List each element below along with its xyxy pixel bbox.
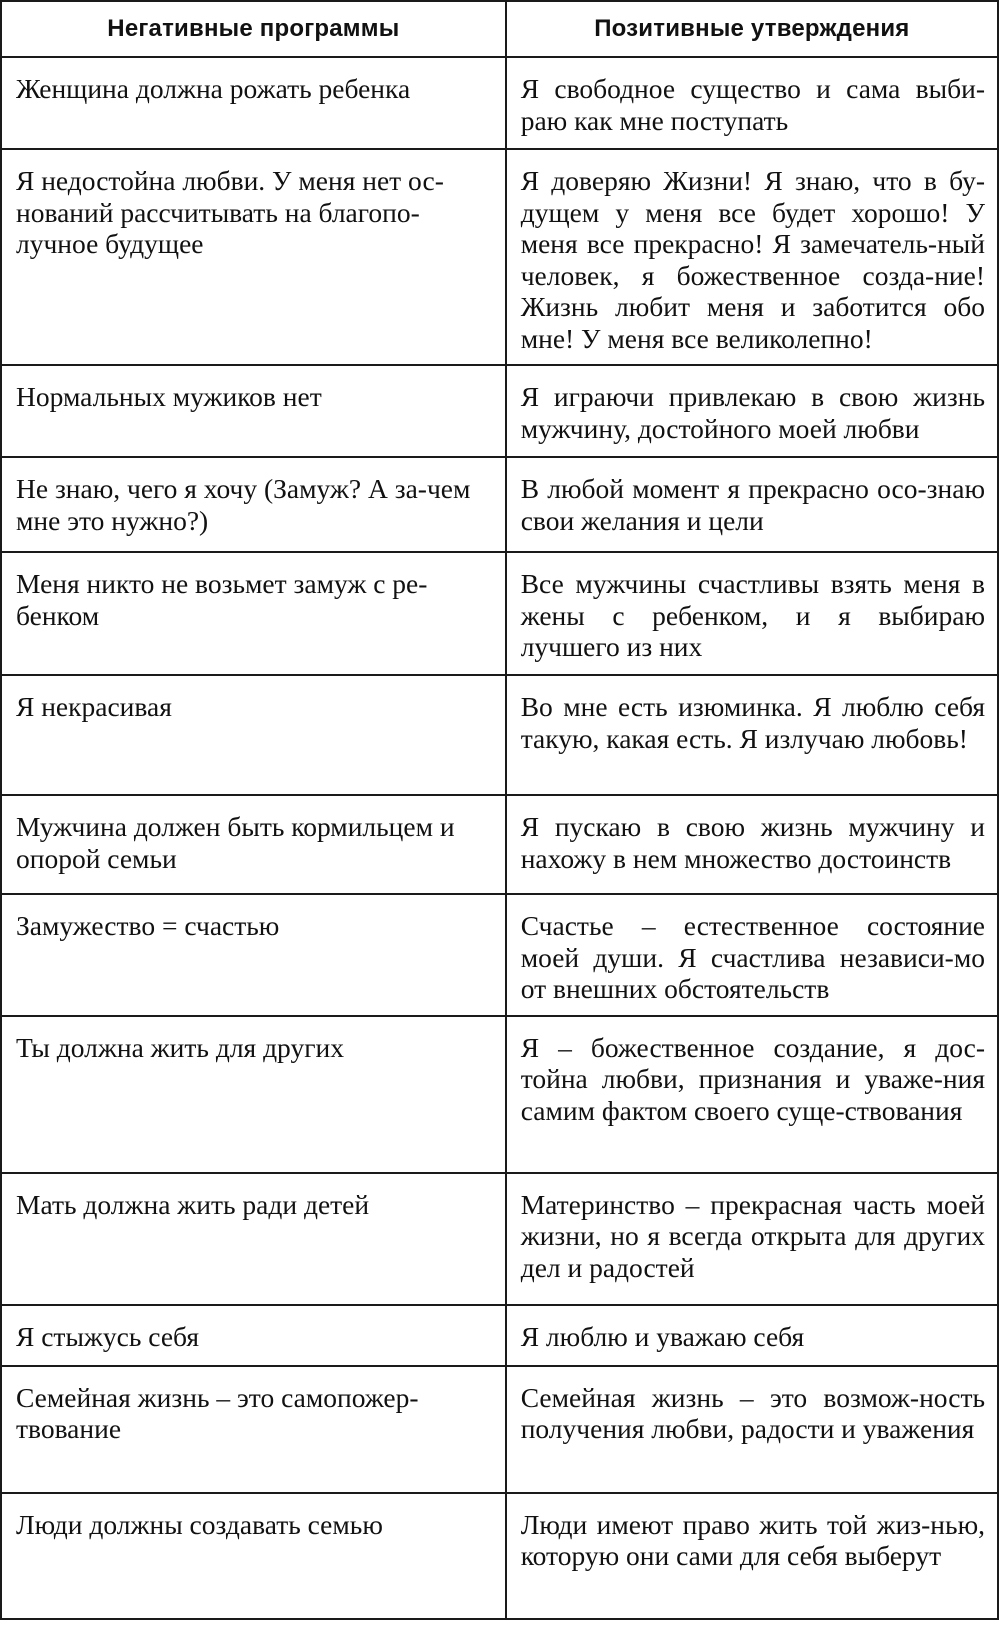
table-row bbox=[1, 795, 998, 894]
positive-affirmation-cell: Люди имеют право жить той жиз-нью, которую они сами для себя выберут bbox=[506, 1493, 998, 1619]
table-row bbox=[1, 457, 998, 552]
positive-affirmation-cell: Я люблю и уважаю себя bbox=[506, 1305, 998, 1366]
positive-affirmation-cell: Во мне есть изюминка. Я люблю себя такую, какая есть. Я излучаю любовь! bbox=[506, 675, 998, 795]
table-row bbox=[1, 365, 998, 457]
negative-program-cell: Женщина должна рожать ребенка bbox=[1, 57, 506, 149]
positive-affirmation-cell: Счастье – естественное состояние моей души. Я счастлива независи-мо от внешних обстоятельств bbox=[506, 894, 998, 1016]
negative-program-cell: Меня никто не возьмет замуж с ре-бенком bbox=[1, 552, 506, 675]
table-row bbox=[1, 1493, 998, 1619]
positive-affirmation-cell: Я пускаю в свою жизнь мужчину и нахожу в нем множество достоинств bbox=[506, 795, 998, 894]
negative-program-cell: Нормальных мужиков нет bbox=[1, 365, 506, 457]
positive-affirmation-cell: Я свободное существо и сама выби-рaю как мне поступать bbox=[506, 57, 998, 149]
positive-affirmation-cell: Материнство – прекрасная часть моей жизни, но я всегда открыта для других дел и радостей bbox=[506, 1173, 998, 1305]
positive-affirmation-cell: Все мужчины счастливы взять меня в жены с ребенком, и я выбираю лучшего из них bbox=[506, 552, 998, 675]
negative-program-cell: Я стыжусь себя bbox=[1, 1305, 506, 1366]
positive-affirmation-cell: Я – божественное создание, я дос-тойна любви, признания и уваже-ния самим фактом своего суще-ствования bbox=[506, 1016, 998, 1173]
negative-program-cell: Я некрасивая bbox=[1, 675, 506, 795]
table-row bbox=[1, 149, 998, 365]
table-row bbox=[1, 1173, 998, 1305]
table-row bbox=[1, 1366, 998, 1493]
positive-affirmation-cell: Я доверяю Жизни! Я знаю, что в бу-дущем у меня все будет хорошо! У меня все прекрасно! Я замечатель-ный человек, я божественное созда-ние! Жизнь любит меня и заботится обо мне! У меня все великолепно! bbox=[506, 149, 998, 365]
table-row bbox=[1, 1016, 998, 1173]
positive-affirmation-cell: Я играючи привлекаю в свою жизнь мужчину, достойного моей любви bbox=[506, 365, 998, 457]
table-header-row bbox=[1, 1, 998, 57]
negative-program-cell: Семейная жизнь – это самопожер-твование bbox=[1, 1366, 506, 1493]
positive-affirmation-cell: В любой момент я прекрасно осо-знаю свои желания и цели bbox=[506, 457, 998, 552]
header-positive-affirmations: Позитивные утверждения bbox=[506, 1, 998, 57]
negative-program-cell: Мать должна жить ради детей bbox=[1, 1173, 506, 1305]
table-row bbox=[1, 894, 998, 1016]
negative-program-cell: Мужчина должен быть кормильцем и опорой семьи bbox=[1, 795, 506, 894]
negative-program-cell: Люди должны создавать семью bbox=[1, 1493, 506, 1619]
negative-program-cell: Не знаю, чего я хочу (Замуж? А за-чем мне это нужно?) bbox=[1, 457, 506, 552]
negative-program-cell: Я недостойна любви. У меня нет ос-нований рассчитывать на благопо-лучное будущее bbox=[1, 149, 506, 365]
negative-program-cell: Замужество = счастью bbox=[1, 894, 506, 1016]
table-row bbox=[1, 675, 998, 795]
table-row bbox=[1, 552, 998, 675]
table-row bbox=[1, 1305, 998, 1366]
table-row bbox=[1, 57, 998, 149]
positive-affirmation-cell: Семейная жизнь – это возмож-ность получения любви, радости и уважения bbox=[506, 1366, 998, 1493]
header-negative-programs: Негативные программы bbox=[1, 1, 506, 57]
negative-program-cell: Ты должна жить для других bbox=[1, 1016, 506, 1173]
